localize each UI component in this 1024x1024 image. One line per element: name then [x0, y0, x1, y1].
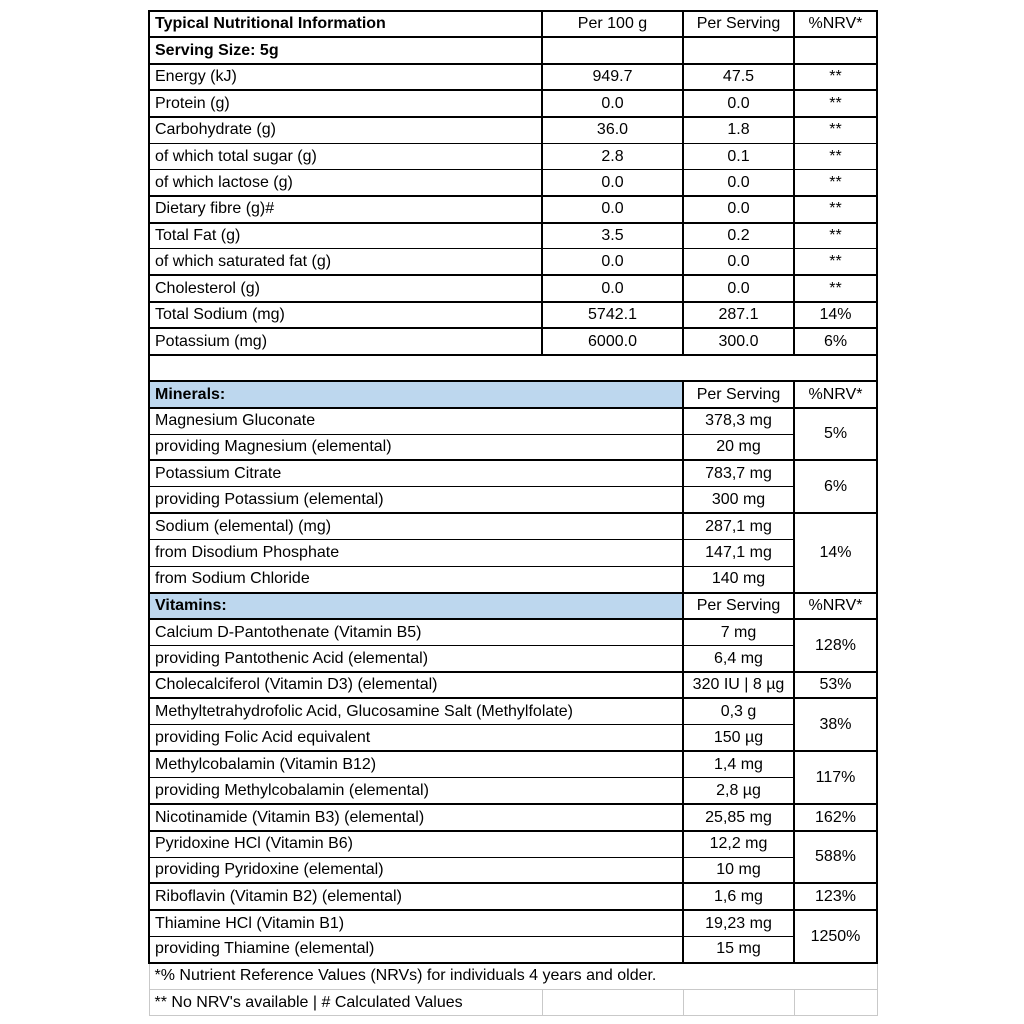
per-serving-value: 10 mg [683, 857, 794, 883]
row-label: Pyridoxine HCl (Vitamin B6) [149, 831, 683, 857]
table-row [149, 460, 877, 486]
empty-cell [683, 37, 794, 63]
table-row [149, 619, 877, 645]
column-header-per-serving: Per Serving [683, 381, 794, 407]
row-label: Carbohydrate (g) [149, 117, 542, 143]
empty-cell [794, 989, 877, 1015]
empty-cell [683, 989, 794, 1015]
row-label: from Disodium Phosphate [149, 540, 683, 566]
nrv-value: ** [794, 117, 877, 143]
empty-cell [149, 355, 877, 381]
nrv-value: ** [794, 90, 877, 116]
per-serving-value: 15 mg [683, 936, 794, 962]
row-label: Total Fat (g) [149, 223, 542, 249]
table-row [149, 646, 877, 672]
nrv-value: ** [794, 170, 877, 196]
nrv-value: 5% [794, 408, 877, 461]
column-header-nrv: %NRV* [794, 381, 877, 407]
per-serving-value: 0.2 [683, 223, 794, 249]
per-serving-value: 287.1 [683, 302, 794, 328]
per-serving-value: 20 mg [683, 434, 794, 460]
column-header-per-serving: Per Serving [683, 11, 794, 37]
per-serving-value: 1.8 [683, 117, 794, 143]
footnote-text: *% Nutrient Reference Values (NRVs) for individuals 4 years and older. [149, 963, 877, 989]
nrv-value: ** [794, 249, 877, 275]
table-row [149, 328, 877, 354]
row-label: Magnesium Gluconate [149, 408, 683, 434]
row-label: of which lactose (g) [149, 170, 542, 196]
row-label: of which total sugar (g) [149, 143, 542, 169]
nrv-value: 117% [794, 751, 877, 804]
per-100g-value: 0.0 [542, 90, 683, 116]
per-serving-value: 147,1 mg [683, 540, 794, 566]
table-header-row [149, 11, 877, 37]
table-row [149, 64, 877, 90]
per-serving-value: 6,4 mg [683, 646, 794, 672]
nrv-value: ** [794, 143, 877, 169]
nrv-value: 6% [794, 460, 877, 513]
row-label: providing Potassium (elemental) [149, 487, 683, 513]
table-row [149, 540, 877, 566]
row-label: Nicotinamide (Vitamin B3) (elemental) [149, 804, 683, 830]
table-row [149, 725, 877, 751]
table-row [149, 883, 877, 909]
per-100g-value: 6000.0 [542, 328, 683, 354]
table-row [149, 513, 877, 539]
per-serving-value: 0.0 [683, 249, 794, 275]
nrv-value: 38% [794, 698, 877, 751]
table-row [149, 698, 877, 724]
per-100g-value: 0.0 [542, 275, 683, 301]
per-serving-value: 0.0 [683, 90, 794, 116]
row-label: Riboflavin (Vitamin B2) (elemental) [149, 883, 683, 909]
row-label: Potassium Citrate [149, 460, 683, 486]
nrv-value: 6% [794, 328, 877, 354]
nrv-value: 123% [794, 883, 877, 909]
per-serving-value: 2,8 µg [683, 778, 794, 804]
nrv-value: ** [794, 196, 877, 222]
per-100g-value: 3.5 [542, 223, 683, 249]
table-row [149, 751, 877, 777]
footnote-row [149, 989, 877, 1015]
per-serving-value: 300 mg [683, 487, 794, 513]
per-100g-value: 949.7 [542, 64, 683, 90]
empty-cell [542, 989, 683, 1015]
minerals-header-row [149, 381, 877, 407]
vitamins-header-row [149, 593, 877, 619]
per-serving-value: 0.0 [683, 170, 794, 196]
table-row [149, 223, 877, 249]
per-serving-value: 25,85 mg [683, 804, 794, 830]
nutrition-table-container [148, 10, 878, 1016]
nrv-value: ** [794, 275, 877, 301]
vitamins-section-title: Vitamins: [149, 593, 683, 619]
row-label: providing Folic Acid equivalent [149, 725, 683, 751]
nrv-value: 14% [794, 302, 877, 328]
per-serving-value: 1,4 mg [683, 751, 794, 777]
nrv-value: 1250% [794, 910, 877, 963]
table-row [149, 936, 877, 962]
table-row [149, 672, 877, 698]
per-serving-value: 0.1 [683, 143, 794, 169]
serving-size-label: Serving Size: 5g [149, 37, 542, 63]
nrv-value: 14% [794, 513, 877, 592]
table-row [149, 196, 877, 222]
nutrition-table [148, 10, 878, 1016]
per-serving-value: 1,6 mg [683, 883, 794, 909]
per-serving-value: 140 mg [683, 566, 794, 592]
per-100g-value: 0.0 [542, 249, 683, 275]
table-row [149, 408, 877, 434]
table-row [149, 434, 877, 460]
per-serving-value: 0.0 [683, 275, 794, 301]
per-serving-value: 47.5 [683, 64, 794, 90]
table-row [149, 910, 877, 936]
per-serving-value: 7 mg [683, 619, 794, 645]
row-label: providing Pantothenic Acid (elemental) [149, 646, 683, 672]
table-row [149, 566, 877, 592]
per-serving-value: 150 µg [683, 725, 794, 751]
per-100g-value: 2.8 [542, 143, 683, 169]
per-serving-value: 378,3 mg [683, 408, 794, 434]
row-label: providing Pyridoxine (elemental) [149, 857, 683, 883]
per-serving-value: 0,3 g [683, 698, 794, 724]
nrv-value: ** [794, 223, 877, 249]
nrv-value: ** [794, 64, 877, 90]
per-serving-value: 19,23 mg [683, 910, 794, 936]
footnote-row [149, 963, 877, 989]
table-row [149, 778, 877, 804]
empty-cell [542, 37, 683, 63]
row-label: Methyltetrahydrofolic Acid, Glucosamine Salt (Methylfolate) [149, 698, 683, 724]
table-row [149, 249, 877, 275]
row-label: providing Methylcobalamin (elemental) [149, 778, 683, 804]
per-serving-value: 783,7 mg [683, 460, 794, 486]
row-label: providing Magnesium (elemental) [149, 434, 683, 460]
nrv-value: 128% [794, 619, 877, 672]
row-label: Cholesterol (g) [149, 275, 542, 301]
table-row [149, 302, 877, 328]
row-label: Protein (g) [149, 90, 542, 116]
column-header-nrv: %NRV* [794, 593, 877, 619]
row-label: of which saturated fat (g) [149, 249, 542, 275]
row-label: Dietary fibre (g)# [149, 196, 542, 222]
footnote-text: ** No NRV's available | # Calculated Values [149, 989, 542, 1015]
per-serving-value: 300.0 [683, 328, 794, 354]
table-row [149, 143, 877, 169]
per-100g-value: 36.0 [542, 117, 683, 143]
nrv-value: 53% [794, 672, 877, 698]
minerals-section-title: Minerals: [149, 381, 683, 407]
nrv-value: 588% [794, 831, 877, 884]
row-label: Total Sodium (mg) [149, 302, 542, 328]
row-label: Energy (kJ) [149, 64, 542, 90]
row-label: Thiamine HCl (Vitamin B1) [149, 910, 683, 936]
per-100g-value: 0.0 [542, 170, 683, 196]
per-100g-value: 5742.1 [542, 302, 683, 328]
column-header-nrv: %NRV* [794, 11, 877, 37]
table-row [149, 90, 877, 116]
table-row [149, 487, 877, 513]
table-row [149, 275, 877, 301]
empty-cell [794, 37, 877, 63]
per-serving-value: 0.0 [683, 196, 794, 222]
row-label: Methylcobalamin (Vitamin B12) [149, 751, 683, 777]
per-serving-value: 287,1 mg [683, 513, 794, 539]
nrv-value: 162% [794, 804, 877, 830]
row-label: Calcium D-Pantothenate (Vitamin B5) [149, 619, 683, 645]
serving-size-row [149, 37, 877, 63]
per-100g-value: 0.0 [542, 196, 683, 222]
row-label: from Sodium Chloride [149, 566, 683, 592]
column-header-per-100g: Per 100 g [542, 11, 683, 37]
per-serving-value: 12,2 mg [683, 831, 794, 857]
column-header-per-serving: Per Serving [683, 593, 794, 619]
table-row [149, 857, 877, 883]
table-row [149, 117, 877, 143]
row-label: Sodium (elemental) (mg) [149, 513, 683, 539]
row-label: Potassium (mg) [149, 328, 542, 354]
table-row [149, 831, 877, 857]
per-serving-value: 320 IU | 8 µg [683, 672, 794, 698]
table-row [149, 170, 877, 196]
row-label: providing Thiamine (elemental) [149, 936, 683, 962]
spacer-row [149, 355, 877, 381]
row-label: Cholecalciferol (Vitamin D3) (elemental) [149, 672, 683, 698]
table-row [149, 804, 877, 830]
table-title: Typical Nutritional Information [149, 11, 542, 37]
